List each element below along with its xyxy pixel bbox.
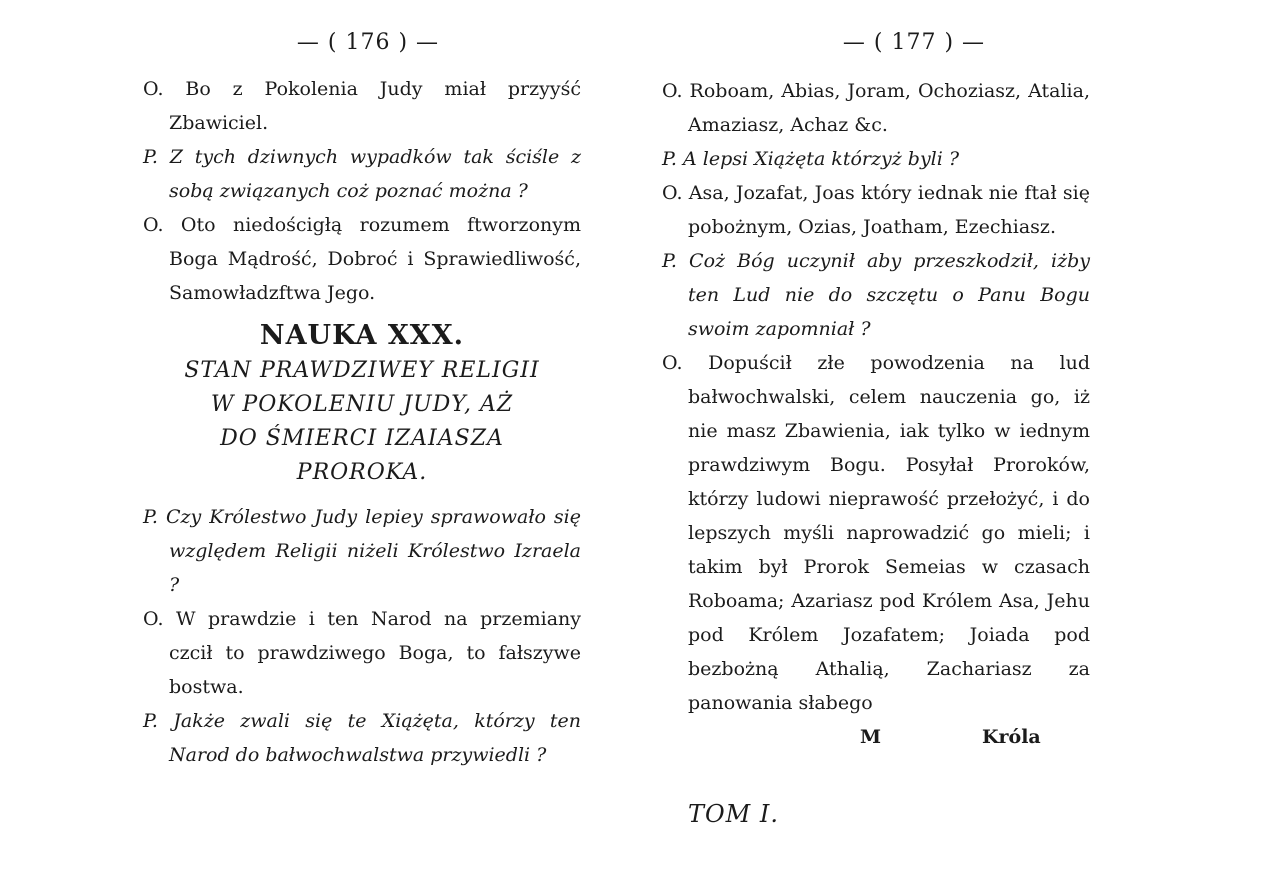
- right-page: [632, 0, 1263, 893]
- chapter-heading: [143, 318, 581, 490]
- answer-paragraph: O. Roboam, Abias, Joram, Ochoziasz, Atalia, Amaziasz, Achaz &c.: [662, 80, 1090, 136]
- signature-mark: M: [860, 726, 882, 748]
- left-page-text: [143, 72, 581, 772]
- question-paragraph: P. Coż Bóg uczynił aby przeszkodził, iżby ten Lud nie do szczętu o Panu Bogu swoim zapomniał ?: [662, 250, 1090, 340]
- answer-paragraph: O. W prawdzie i ten Narod na przemiany czcił to prawdziwego Boga, to fałszywe bostwa.: [143, 608, 581, 698]
- question-paragraph: P. Czy Królestwo Judy lepiey sprawowało się względem Religii niżeli Królestwo Izraela ?: [143, 506, 581, 596]
- answer-paragraph: O. Oto niedościgłą rozumem ftworzonym Boga Mądrość, Dobroć i Sprawiedliwość, Samowładzftwa Jego.: [143, 214, 581, 304]
- chapter-subtitle-line: PROROKA.: [296, 460, 428, 485]
- chapter-subtitle-line: DO ŚMIERCI IZAIASZA: [220, 426, 504, 451]
- chapter-subtitle-line: W POKOLENIU JUDY, AŻ: [210, 392, 514, 417]
- question-paragraph: P. Jakże zwali się te Xiążęta, którzy ten Narod do bałwochwalstwa przywiedli ?: [143, 710, 581, 766]
- answer-paragraph: O. Dopuścił złe powodzenia na lud bałwochwalski, celem nauczenia go, iż nie masz Zbawienia, iak tylko w iednym prawdziwym Bogu. Posyłał Proroków, którzy ludowi nieprawość przełożyć, i do lepszych myśli naprowadzić go mieli; i takim był Prorok Semeias w czasach Roboama; Azariasz pod Królem Asa, Jehu pod Królem Jozafatem; Joiada pod bezbożną Athalią, Zachariasz za panowania słabego: [662, 352, 1090, 714]
- chapter-subtitle-line: STAN PRAWDZIWEY RELIGII: [184, 358, 540, 383]
- right-page-number: — ( 177 ) —: [842, 30, 986, 55]
- answer-paragraph: O. Asa, Jozafat, Joas który iednak nie ftał się pobożnym, Ozias, Joatham, Ezechiasz.: [662, 182, 1090, 238]
- volume-footer: TOM I.: [688, 800, 779, 828]
- catchword-line: [662, 720, 1090, 754]
- right-page-text: [662, 74, 1090, 754]
- question-paragraph: P. A lepsi Xiążęta którzyż byli ?: [662, 148, 960, 170]
- catchword: Króla: [982, 726, 1041, 748]
- chapter-title: NAUKA XXX.: [259, 320, 465, 351]
- question-paragraph: P. Z tych dziwnych wypadków tak ściśle z sobą związanych coż poznać można ?: [143, 146, 581, 202]
- left-page-number: — ( 176 ) —: [296, 30, 440, 55]
- answer-paragraph: O. Bo z Pokolenia Judy miał przyyść Zbawiciel.: [143, 78, 581, 134]
